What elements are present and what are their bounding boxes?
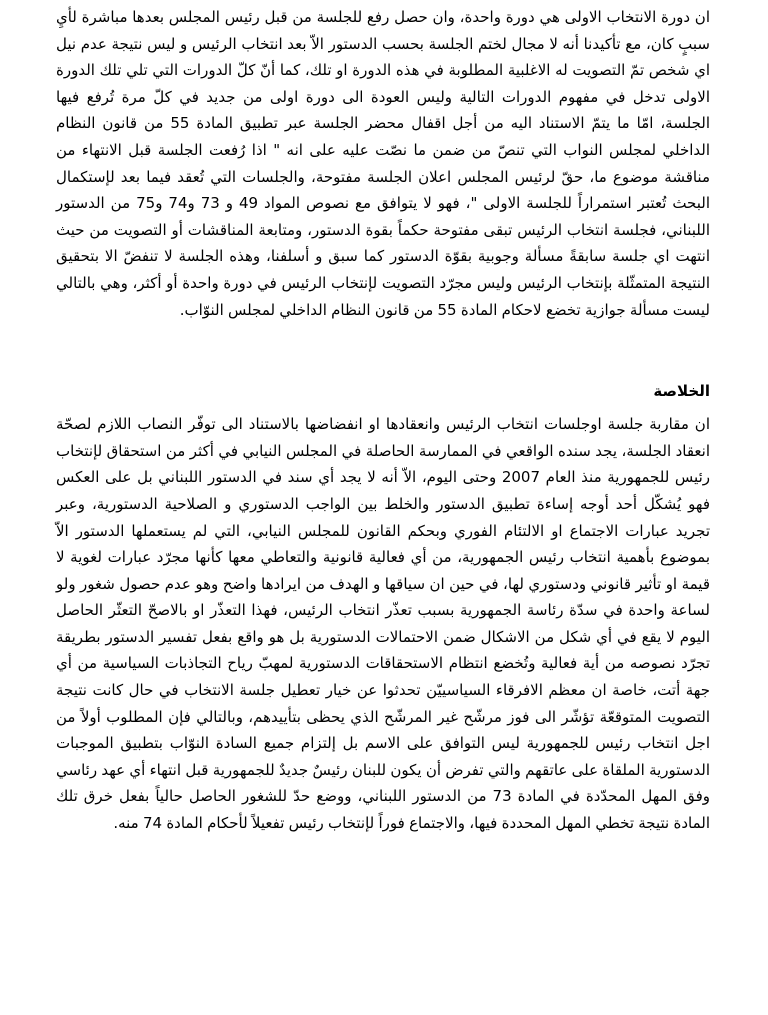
paragraph-first-session: ان دورة الانتخاب الاولى هي دورة واحدة، وان حصل رفع للجلسة من قبل رئيس المجلس بعدها مباشرة لأيِ سببٍ كان، مع تأكيدنا أنه لا مجال لختم الجلسة بحسب الدستور الاّ بعد انتخاب الرئيس و ليس نتيجة عدم نيل اي شخص تمّ التصويت له الاغلبية المطلوبة في هذه الدورة او تلك، كما أنّ كلّ الدورات التي تلي تلك الدورة الاولى تدخل في مفهوم الدورات التالية وليس العودة الى دورة اولى من جديد في كلّ مرة تُرفع فيها الجلسة، امّا ما يتمّ الاستناد اليه من أجل اقفال محضر الجلسة عبر تطبيق المادة 55 من قانون النظام الداخلي لمجلس النواب التي تنصّ من ضمن ما نصّت عليه على انه " اذا رُفعت الجلسة قبل الانتهاء من مناقشة موضوع ما، حقّ لرئيس المجلس اعلان الجلسة مفتوحة، والجلسات التي تُعقد فيما بعد لإستكمال البحث تُعتبر استمراراً للجلسة الاولى "، فهو لا يتوافق مع نصوص المواد 49 و 73 و74 و75 من الدستور اللبناني، فجلسة انتخاب الرئيس تبقى مفتوحة حكماً بقوة الدستور، ومتابعة المناقشات أو التصويت من حيث انتهت اي جلسة سابقةً مسألة وجوبية بقوّة الدستور كما سبق و أسلفنا، وهذه الجلسة لا تنفضّ الا بتحقيق النتيجة المتمثّلة بإنتخاب الرئيس وليس مجرّد التصويت لإنتخاب الرئيس في دورة واحدة أو أكثر، وهي بالتالي ليست مسألة جوازية تخضع لاحكام المادة 55 من قانون النظام الداخلي لمجلس النوّاب. [56,8,711,319]
section-heading-conclusion: الخلاصة [653,382,710,401]
paragraph-conclusion: ان مقاربة جلسة اوجلسات انتخاب الرئيس وانعقادها او انفضاضها بالاستناد الى توفّر النصاب اللازم لصحّة انعقاد الجلسة، يجد سنده الواقعي في الممارسة الحاصلة في المجلس النيابي في أكثر من استحقاق لإنتخاب رئيس للجمهورية منذ العام 2007 وحتى اليوم، الاّ أنه لا يجد أي سند في الدستور اللبناني بل على العكس فهو يُشكّل أحد أوجه إساءة تطبيق الدستور والخلط بين الواجب الدستوري و الصلاحية الدستورية، وعبر تجريد عبارات الاجتماع او الالتئام الفوري وبحكم القانون للمجلس النيابي، التي لم يستعملها الدستور الاّ بموضوع بأهمية انتخاب رئيس الجمهورية، من أي فعالية قانونية والتعاطي معها كأنها مجرّد عبارات لغوية لا قيمة او تأثير قانوني ودستوري لها، في حين ان سياقها و الهدف من ايرادها واضح وهو عدم حصول شغور ولو لساعة واحدة في سدّة رئاسة الجمهورية بسبب تعذّر انتخاب الرئيس، فهذا التعذّر او بالاصحّ التعثّر الحاصل اليوم لا يقع في أي شكل من الاشكال ضمن الاحتمالات الدستورية بل هو واقع بفعل تفسير الدستور بطريقة تجرّد نصوصه من أية فعالية وتُخضع انتظام الاستحقاقات الدستورية لمهبّ رياح التجاذبات السياسية من أي جهة أتت، خاصة ان معظم الافرقاء السياسييّن تحدثوا عن خيار تعطيل جلسة الانتخاب في حال كانت نتيجة التصويت المتوقعّة تؤشّر الى فوز مرشّح غير المرشّح الذي يحظى بتأييدهم، وبالتالي فإن المطلوب أولاً من اجل انتخاب رئيس للجمهورية ليس التوافق على الاسم بل إلتزام جميع السادة النوّاب بتطبيق الموجبات الدستورية الملقاة على عاتقهم والتي تفرض أن يكون للبنان رئيسٌ جديدٌ للجمهورية قبل انتهاء أي عهد رئاسي وفق المهل المحدّدة في المادة 73 من الدستور اللبناني، ووضع حدّ للشغور الحاصل حالياً بفعل خرق تلك المادة نتيجة تخطي المهل المحددة فيها، والاجتماع فوراً لإنتخاب رئيس تفعيلاً لأحكام المادة 74 منه. [56,415,711,833]
